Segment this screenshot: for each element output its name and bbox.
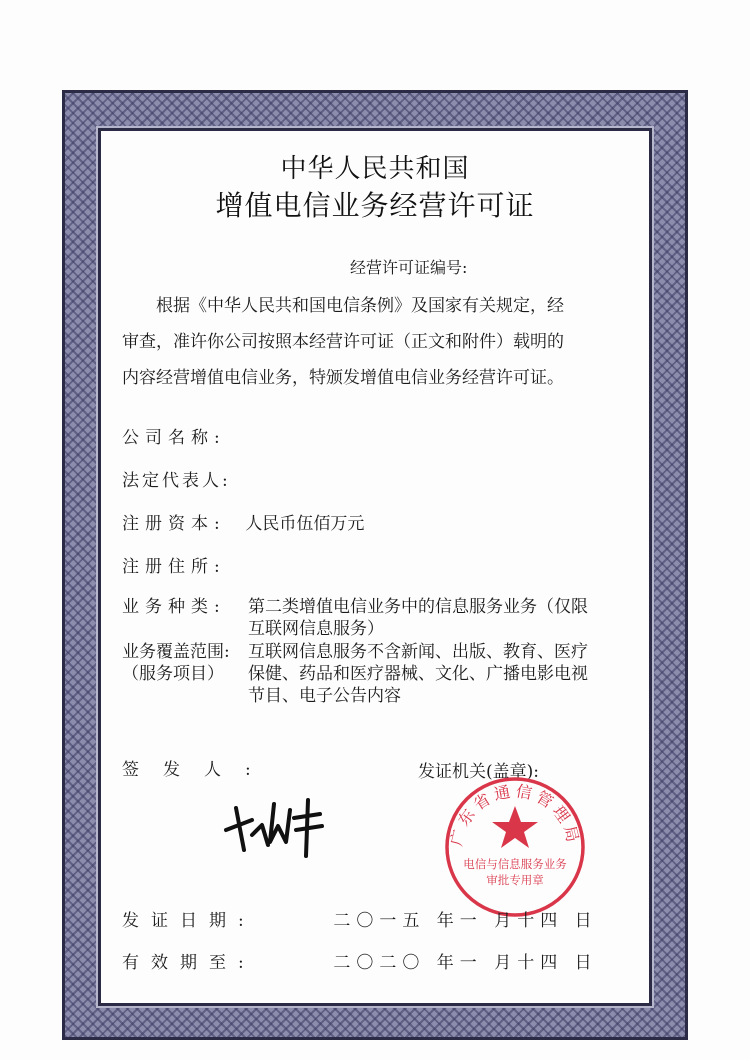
- handwritten-signature: [222, 790, 332, 860]
- coverage-value: 保健、药品和医疗器械、文化、广播电影电视: [248, 664, 588, 684]
- company-name-field: [122, 423, 240, 448]
- expiry-date-value: 二〇二〇 年一 月十四 日: [333, 953, 598, 973]
- legal-representative-field: [122, 466, 240, 491]
- issue-date-row: [122, 906, 598, 931]
- seal-inner-text: 审批专用章: [486, 873, 544, 887]
- coverage-value: 互联网信息服务不含新闻、出版、教育、医疗: [248, 642, 588, 662]
- seal-outer-text: 广东省通信管理局: [446, 781, 584, 848]
- registered-address-field: [122, 552, 240, 577]
- issue-date-value: 二〇一五 年一 月十四 日: [333, 911, 598, 931]
- intro-paragraph: [122, 288, 642, 396]
- coverage-label: 业务覆盖范围:: [122, 642, 230, 662]
- business-type-value: 互联网信息服务）: [248, 619, 384, 639]
- coverage-value: 节目、电子公告内容: [248, 686, 401, 706]
- license-number-label: 经营许可证编号:: [350, 258, 468, 277]
- registered-address-label: 注册住所:: [122, 557, 226, 577]
- issuing-authority-label: 发证机关(盖章):: [418, 762, 539, 782]
- company-name-label: 公司名称:: [122, 428, 226, 448]
- expiry-date-row: [122, 948, 598, 973]
- intro-line: 审查，准许你公司按照本经营许可证（正文和附件）载明的: [122, 332, 564, 352]
- signer-label: 签发人:: [122, 760, 275, 780]
- registered-capital-label: 注册资本:: [122, 514, 226, 534]
- expiry-date-label: 有效期至:: [122, 953, 256, 973]
- issue-date-label: 发证日期:: [122, 911, 256, 931]
- seal-inner-text: 电信与信息服务业务: [463, 857, 567, 871]
- business-type-label: 业务种类:: [122, 597, 226, 617]
- certificate-title-line2: 增值电信业务经营许可证: [215, 189, 535, 222]
- coverage-sublabel: （服务项目）: [122, 664, 224, 684]
- official-seal: [440, 772, 590, 922]
- seal-star-icon: [492, 806, 538, 848]
- intro-line: 内容经营增值电信业务，特颁发增值电信业务经营许可证。: [122, 368, 564, 388]
- legal-representative-label: 法定代表人:: [122, 471, 231, 491]
- intro-line: 根据《中华人民共和国电信条例》及国家有关规定，经: [156, 296, 564, 316]
- business-type-value: 第二类增值电信业务中的信息服务业务（仅限: [248, 597, 588, 617]
- registered-capital-field: [122, 509, 364, 534]
- certificate-title-line1: 中华人民共和国: [280, 154, 470, 184]
- registered-capital-value: 人民币伍佰万元: [245, 514, 365, 534]
